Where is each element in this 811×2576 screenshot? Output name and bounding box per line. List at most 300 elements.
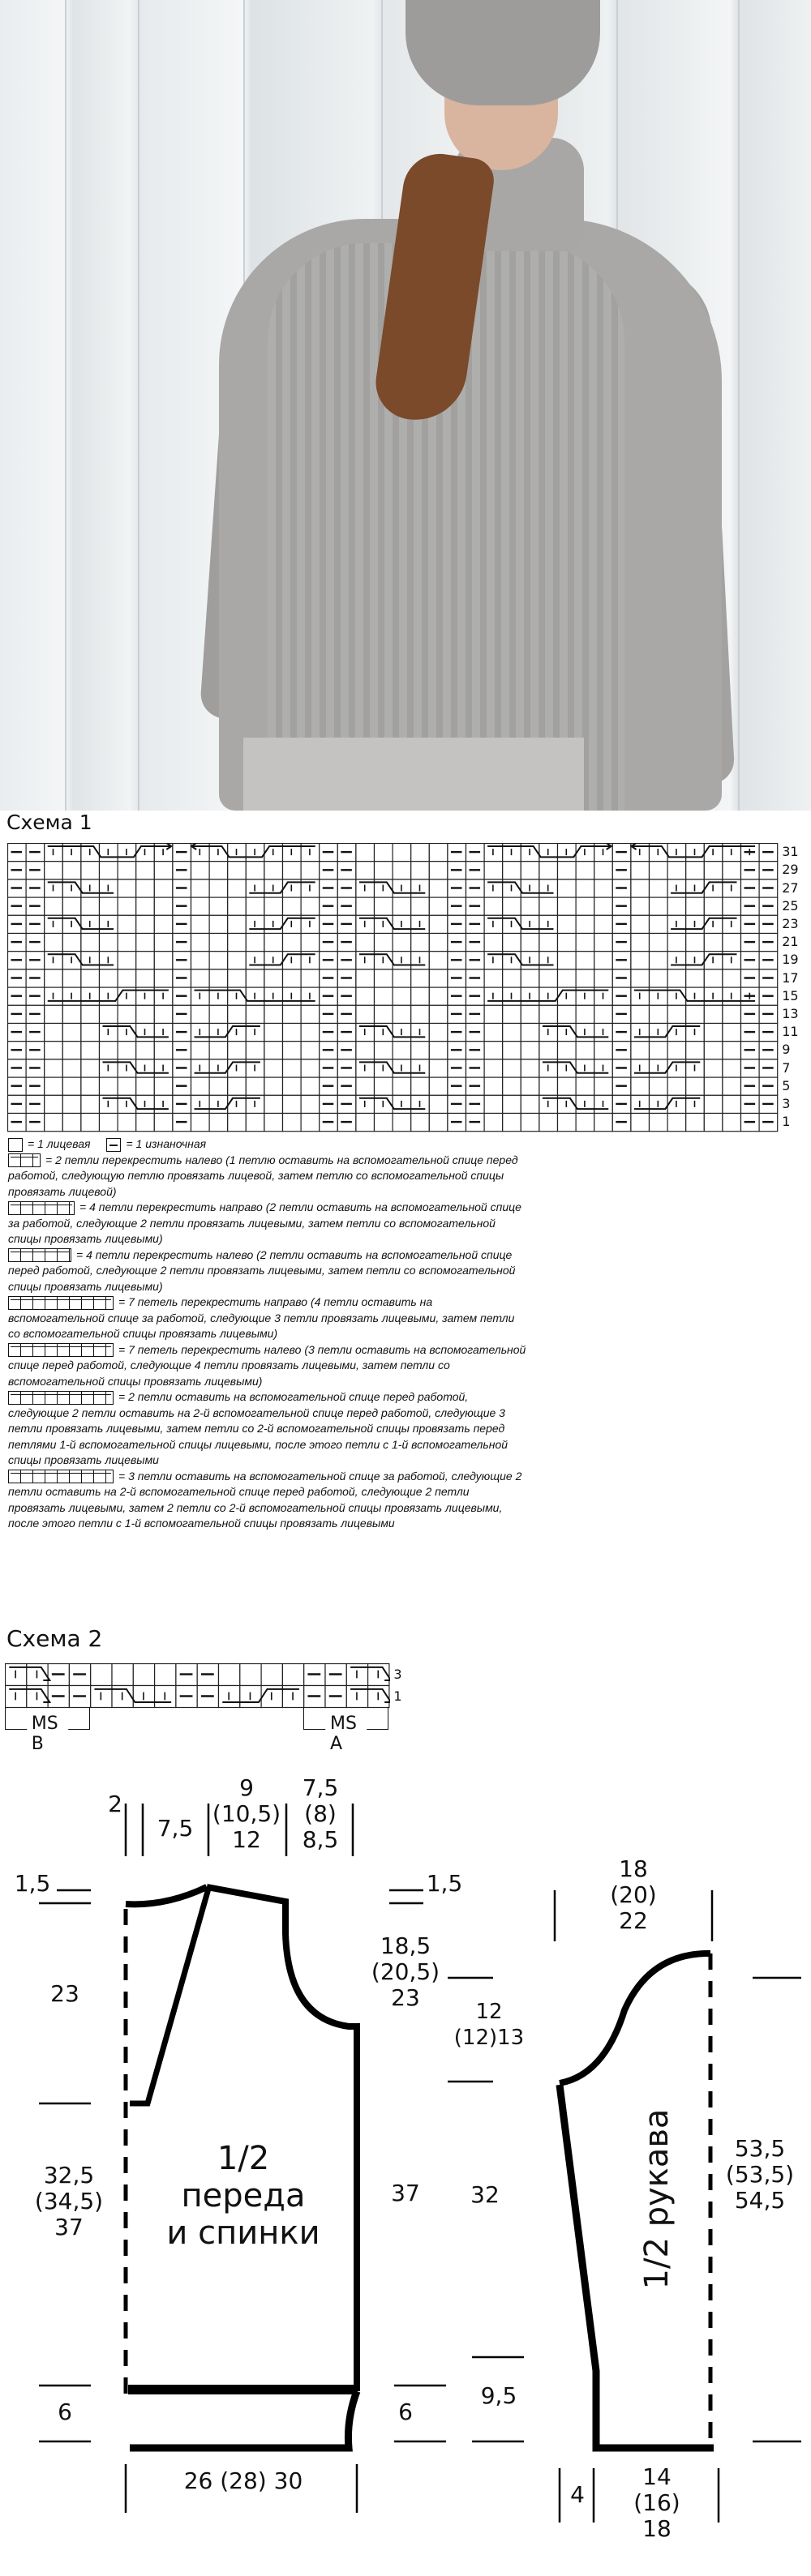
legend-row — [8, 1469, 527, 1532]
chart-cell — [723, 897, 741, 915]
chart-cell — [521, 1077, 539, 1095]
chart-cell — [100, 862, 118, 879]
chart-cell — [191, 1114, 210, 1132]
chart-cell — [723, 1114, 741, 1132]
chart-cell — [62, 897, 81, 915]
chart-cell — [283, 1095, 302, 1113]
chart-cell — [191, 915, 210, 933]
cable-line — [11, 1473, 111, 1474]
row-number: 27 — [782, 879, 799, 896]
chart-cell — [594, 969, 613, 987]
legend-key-cross2-left-icon — [8, 1153, 41, 1167]
chart-cell — [62, 1024, 81, 1042]
legend-text-cross7-right: = 7 петель перекрестить направо (4 петли оставить на вспомогательной спице за работой, следующие 3 петли провязать лицевыми, затем петли со вспомогательной спицы провязать лицевыми) — [8, 1295, 515, 1340]
chart-cell — [136, 862, 155, 879]
chart-cell — [521, 1059, 539, 1077]
chart-cell — [539, 862, 558, 879]
chart-cell — [62, 1095, 81, 1113]
chart-cell — [411, 1042, 430, 1059]
cable-line — [11, 1346, 111, 1347]
legend-text-cross7-arrow-right: = 3 петли оставить на вспомогательной спице за работой, следующие 2 петли оставить на 2-й вспомогательной спице перед работой, следующие 2 петли провязать лицевыми, затем 2 петли со 2-й вспомогательной спицы провязать лицевыми, после этого петли с 1-й вспомогательной спицы провязать лицевыми — [8, 1469, 522, 1530]
chart-cell — [650, 934, 668, 952]
chart-cell — [429, 1095, 448, 1113]
chart-cell — [429, 969, 448, 987]
chart-cell — [136, 897, 155, 915]
dim-left-1-5: 1,5 — [14, 1870, 51, 1897]
legend-text-cross7-arrow-left: = 2 петли оставить на вспомогательной спице перед работой, следующие 2 петли оставить на 2-й вспомогательной спице перед работой, следующие 3 петли провязать лицевыми, затем петли со 2-й вспомогательной спицы провязать перед петлями 1-й вспомогательной спицы лицевыми, после этого петли с 1-й вспомогательной спицы провязать лицевыми — [8, 1390, 508, 1466]
chart-cell — [191, 1005, 210, 1023]
chart-cell — [594, 934, 613, 952]
chart-cell — [154, 897, 173, 915]
chart-cell — [45, 1042, 63, 1059]
chart-cell — [429, 862, 448, 879]
chart-cell — [576, 1042, 594, 1059]
chart-cell — [411, 862, 430, 879]
chart-cell — [576, 934, 594, 952]
row-number: 15 — [782, 987, 799, 1003]
legend-text-cross7-left: = 7 петель перекрестить налево (3 петли оставить на вспомогательной спице перед работой, следующие 4 петли провязать лицевыми, затем петли со вспомогательной спицы провязать лицевыми) — [8, 1342, 526, 1388]
chart-cell — [118, 952, 136, 969]
chart-cell — [704, 1042, 723, 1059]
chart-cell — [539, 1077, 558, 1095]
pants — [243, 738, 584, 811]
chart-cell — [81, 1095, 100, 1113]
chart-cell — [667, 1114, 686, 1132]
chart-cell — [209, 862, 228, 879]
chart-cell — [246, 1114, 264, 1132]
chart-cell — [356, 934, 375, 952]
chart-cell — [356, 862, 375, 879]
row-number: 23 — [782, 915, 799, 931]
legend-row — [8, 1153, 527, 1200]
chart-cell — [228, 1114, 247, 1132]
chart-cell — [723, 1077, 741, 1095]
chart-cell — [503, 1024, 521, 1042]
chart-cell — [429, 987, 448, 1005]
chart-cell — [521, 862, 539, 879]
chart-cell — [393, 897, 411, 915]
chart-cell — [375, 969, 393, 987]
chart-cell — [118, 897, 136, 915]
chart-grid — [5, 1663, 390, 1709]
chart-cell — [81, 969, 100, 987]
chart-cell — [62, 1114, 81, 1132]
chart-cell — [45, 1077, 63, 1095]
chart-cell — [429, 1059, 448, 1077]
chart-cell — [191, 862, 210, 879]
dim-37: 37 — [391, 2180, 420, 2206]
chart-cell — [228, 1042, 247, 1059]
chart-cell — [45, 1005, 63, 1023]
chart-cell — [45, 862, 63, 879]
dim-32: 32 — [470, 2181, 500, 2208]
chart-cell — [118, 1005, 136, 1023]
chart-cell — [539, 1005, 558, 1023]
chart-cell — [301, 934, 320, 952]
row-number: 31 — [782, 844, 799, 860]
chart-cell — [228, 1005, 247, 1023]
chart-cell — [704, 969, 723, 987]
knit-hat — [406, 0, 600, 105]
dim-4: 4 — [570, 2481, 585, 2508]
chart-cell — [356, 969, 375, 987]
chart-cell — [723, 1059, 741, 1077]
row-number: 25 — [782, 897, 799, 914]
chart-cell — [558, 934, 577, 952]
chart-cell — [393, 987, 411, 1005]
chart-cell — [81, 897, 100, 915]
chart-cell — [576, 1005, 594, 1023]
chart-cell — [539, 934, 558, 952]
chart-cell — [91, 1664, 112, 1686]
chart-cell — [393, 862, 411, 879]
chart-cell — [503, 1095, 521, 1113]
chart-cell — [484, 1095, 503, 1113]
chart-cell — [228, 1077, 247, 1095]
sleeve-piece-label: 1/2 рукава — [638, 2108, 676, 2290]
ms-b-bracket — [5, 1707, 90, 1754]
chart-cell — [704, 934, 723, 952]
chart-cell — [62, 1005, 81, 1023]
chart-cell — [558, 897, 577, 915]
chart-cell — [118, 1114, 136, 1132]
chart-cell — [667, 897, 686, 915]
dim-7-5: 7,5 — [157, 1815, 194, 1842]
chart-cell — [45, 1114, 63, 1132]
chart-cell — [264, 1095, 283, 1113]
chart-cell — [393, 1005, 411, 1023]
chart-cell — [264, 1042, 283, 1059]
dim-shoulder: 7,5 (8) 8,5 — [302, 1774, 339, 1853]
chart-cell — [393, 969, 411, 987]
chart-cell — [521, 934, 539, 952]
chart-cell — [301, 969, 320, 987]
wood-plank — [65, 0, 67, 811]
chart-cell — [136, 969, 155, 987]
chart-cell — [429, 1077, 448, 1095]
chart-cell — [283, 969, 302, 987]
chart-cell — [81, 1024, 100, 1042]
chart-cell — [667, 862, 686, 879]
chart-cell — [704, 1114, 723, 1132]
chart-cell — [484, 1114, 503, 1132]
chart-cell — [100, 1114, 118, 1132]
chart-cell — [45, 969, 63, 987]
chart-cell — [631, 1042, 650, 1059]
cable-line — [11, 1299, 111, 1300]
chart-cell — [282, 1664, 303, 1686]
chart-cell — [100, 1005, 118, 1023]
chart-cell — [283, 1024, 302, 1042]
chart-cell — [209, 897, 228, 915]
dim-body-width: 26 (28) 30 — [183, 2467, 303, 2494]
chart-cell — [594, 1005, 613, 1023]
chart-cell — [686, 1005, 705, 1023]
chart-cell — [283, 1114, 302, 1132]
chart-cell — [704, 862, 723, 879]
chart-cell — [521, 897, 539, 915]
chart-cell — [45, 1024, 63, 1042]
chart-cell — [301, 1114, 320, 1132]
chart-cell — [650, 969, 668, 987]
chart-cell — [686, 934, 705, 952]
chart-cell — [228, 915, 247, 933]
chart-cell — [301, 1095, 320, 1113]
row-number: 7 — [782, 1059, 791, 1076]
chart-cell — [631, 934, 650, 952]
chart-cell — [686, 969, 705, 987]
chart-cell — [45, 1095, 63, 1113]
legend-key-cross7-arrow-right-icon — [8, 1470, 114, 1483]
chart-cell — [301, 897, 320, 915]
chart-cell — [650, 1077, 668, 1095]
chart-cell — [62, 1059, 81, 1077]
chart-cell — [411, 897, 430, 915]
chart-cell — [301, 1042, 320, 1059]
chart-cell — [521, 1024, 539, 1042]
row-number: 13 — [782, 1005, 799, 1021]
chart-cell — [81, 1005, 100, 1023]
chart-cell — [650, 952, 668, 969]
chart-cell — [375, 862, 393, 879]
chart-cell — [45, 1059, 63, 1077]
row-number: 29 — [782, 862, 799, 878]
chart-cell — [209, 1042, 228, 1059]
dim-sleeve-bottom: 14 (16) 18 — [633, 2463, 680, 2542]
chart-cell — [631, 1005, 650, 1023]
row-number: 5 — [782, 1077, 791, 1093]
chart-cell — [667, 1077, 686, 1095]
chart-cell — [356, 987, 375, 1005]
row-number: 3 — [393, 1666, 402, 1682]
chart-cell — [521, 969, 539, 987]
row-number: 9 — [782, 1042, 791, 1058]
chart-cell — [301, 1059, 320, 1077]
dim-right-1-5: 1,5 — [426, 1870, 463, 1897]
legend-key-cross7-right-icon — [8, 1296, 114, 1310]
chart-cell — [209, 1077, 228, 1095]
chart-cell — [503, 1114, 521, 1132]
chart-cell — [219, 1664, 240, 1686]
chart-cell — [539, 1114, 558, 1132]
chart-cell — [484, 1059, 503, 1077]
chart-cell — [667, 1042, 686, 1059]
chart-cell — [521, 1042, 539, 1059]
chart-cell — [264, 1005, 283, 1023]
chart-cell — [704, 1095, 723, 1113]
chart-cell — [81, 1042, 100, 1059]
chart-cell — [81, 934, 100, 952]
chart-cell — [558, 862, 577, 879]
chart-cell — [246, 934, 264, 952]
chart-cell — [283, 1077, 302, 1095]
dim-9-5: 9,5 — [480, 2382, 517, 2409]
chart-cell — [283, 1042, 302, 1059]
row-number: 19 — [782, 952, 799, 968]
chart-cell — [228, 934, 247, 952]
chart-cell — [264, 969, 283, 987]
chart-cell — [411, 969, 430, 987]
row-number: 11 — [782, 1024, 799, 1040]
chart-cell — [393, 934, 411, 952]
chart-cell — [118, 915, 136, 933]
row-number: 1 — [782, 1114, 791, 1130]
chart-cell — [539, 969, 558, 987]
chart-cell — [154, 1114, 173, 1132]
wood-plank — [138, 0, 139, 811]
chart-cell — [264, 934, 283, 952]
chart-cell — [411, 1114, 430, 1132]
chart-cell — [631, 915, 650, 933]
chart-cell — [393, 1042, 411, 1059]
chart-cell — [100, 1042, 118, 1059]
legend-text-cross2-left: = 2 петли перекрестить налево (1 петлю оставить на вспомогательной спице перед работой, следующую петлю провязать лицевой, затем петлю со вспомогательной спицы провязать лицевой) — [8, 1153, 518, 1198]
chart-cell — [484, 934, 503, 952]
chart-cell — [155, 1664, 176, 1686]
chart-cell — [81, 1114, 100, 1132]
chart-cell — [154, 1042, 173, 1059]
chart-cell — [100, 897, 118, 915]
chart-cell — [650, 879, 668, 897]
chart-cell — [429, 897, 448, 915]
chart-cell — [650, 1114, 668, 1132]
chart-cell — [209, 1005, 228, 1023]
chart-cell — [393, 844, 411, 862]
chart-cell — [393, 1114, 411, 1132]
purl-dash — [109, 1145, 118, 1146]
chart-cell — [503, 1005, 521, 1023]
chart-cell — [209, 934, 228, 952]
chart-cell — [484, 897, 503, 915]
ms-b-bracket-label: MS B — [27, 1714, 69, 1754]
chart-cell — [558, 1005, 577, 1023]
chart-cell — [246, 1042, 264, 1059]
chart-cell — [686, 1077, 705, 1095]
chart-cell — [558, 915, 577, 933]
legend-row — [8, 1200, 527, 1247]
chart-cell — [650, 915, 668, 933]
chart-cell — [484, 969, 503, 987]
chart-cell — [356, 1077, 375, 1095]
legend-row — [8, 1389, 527, 1469]
chart-cell — [301, 1077, 320, 1095]
chart-cell — [356, 1005, 375, 1023]
chart-cell — [539, 897, 558, 915]
chart-cell — [375, 1077, 393, 1095]
chart-cell — [650, 897, 668, 915]
chart-cell — [576, 879, 594, 897]
chart-cell — [301, 1005, 320, 1023]
dim-body-lower: 32,5 (34,5) 37 — [34, 2162, 104, 2240]
chart-cell — [411, 844, 430, 862]
chart-cell — [723, 862, 741, 879]
ms-a-bracket — [303, 1707, 388, 1754]
chart-cell — [650, 1042, 668, 1059]
chart-cell — [45, 934, 63, 952]
chart-cell — [191, 897, 210, 915]
body-piece-label: 1/2 переда и спинки — [166, 2140, 320, 2252]
wood-plank — [738, 0, 740, 811]
chart-cell — [503, 862, 521, 879]
chart-cell — [209, 952, 228, 969]
chart-cell — [594, 1114, 613, 1132]
legend-key-knit-icon — [8, 1138, 23, 1152]
chart-cell — [594, 897, 613, 915]
chart-cell — [686, 897, 705, 915]
legend-text-cross4-left: = 4 петли перекрестить налево (2 петли оставить на вспомогательной спице перед работой, следующие 2 петли провязать лицевыми, затем петли со вспомогательной спицы провязать лицевыми) — [8, 1247, 516, 1293]
chart-cell — [228, 969, 247, 987]
chart-cell — [136, 1077, 155, 1095]
chart-cell — [521, 1095, 539, 1113]
chart-cell — [594, 1077, 613, 1095]
chart-cell — [375, 1042, 393, 1059]
chart-cell — [246, 969, 264, 987]
chart-cell — [375, 897, 393, 915]
chart-cell — [228, 862, 247, 879]
cable-line — [11, 1394, 111, 1395]
chart-cell — [631, 879, 650, 897]
chart-cell — [100, 934, 118, 952]
ms-a-bracket-label: MS A — [325, 1714, 367, 1754]
chart-cell — [429, 934, 448, 952]
chart-cell — [118, 879, 136, 897]
chart-cell — [62, 862, 81, 879]
chart-cell — [631, 897, 650, 915]
chart-cell — [118, 862, 136, 879]
chart-cell — [631, 1114, 650, 1132]
chart-grid — [7, 843, 779, 1132]
chart-cell — [429, 952, 448, 969]
dim-23: 23 — [50, 1980, 79, 2007]
chart-cell — [154, 915, 173, 933]
chart-cell — [667, 969, 686, 987]
schema2-title: Схема 2 — [6, 1625, 103, 1652]
chart-cell — [118, 934, 136, 952]
chart-cell — [228, 897, 247, 915]
chart-cell — [631, 952, 650, 969]
chart-cell — [558, 952, 577, 969]
chart-cell — [100, 969, 118, 987]
dim-armhole: 18,5 (20,5) 23 — [371, 1932, 440, 2011]
chart-cell — [429, 1042, 448, 1059]
chart-cell — [191, 1042, 210, 1059]
chart-cell — [356, 844, 375, 862]
chart-cell — [45, 897, 63, 915]
chart-cell — [704, 1024, 723, 1042]
chart-cell — [411, 934, 430, 952]
schema1-chart — [7, 843, 799, 1131]
chart-cell — [576, 969, 594, 987]
chart-cell — [393, 1077, 411, 1095]
chart-cell — [283, 862, 302, 879]
chart-cell — [375, 934, 393, 952]
chart-cell — [631, 1077, 650, 1095]
chart-cell — [484, 1077, 503, 1095]
chart-cell — [154, 1077, 173, 1095]
chart-cell — [576, 1077, 594, 1095]
chart-cell — [356, 897, 375, 915]
chart-cell — [704, 1059, 723, 1077]
chart-cell — [375, 1005, 393, 1023]
chart-cell — [356, 1042, 375, 1059]
chart-cell — [503, 897, 521, 915]
chart-cell — [261, 1664, 282, 1686]
chart-cell — [484, 1005, 503, 1023]
chart-cell — [429, 915, 448, 933]
chart-cell — [558, 879, 577, 897]
schema1-title: Схема 1 — [6, 811, 92, 834]
chart-cell — [723, 1042, 741, 1059]
